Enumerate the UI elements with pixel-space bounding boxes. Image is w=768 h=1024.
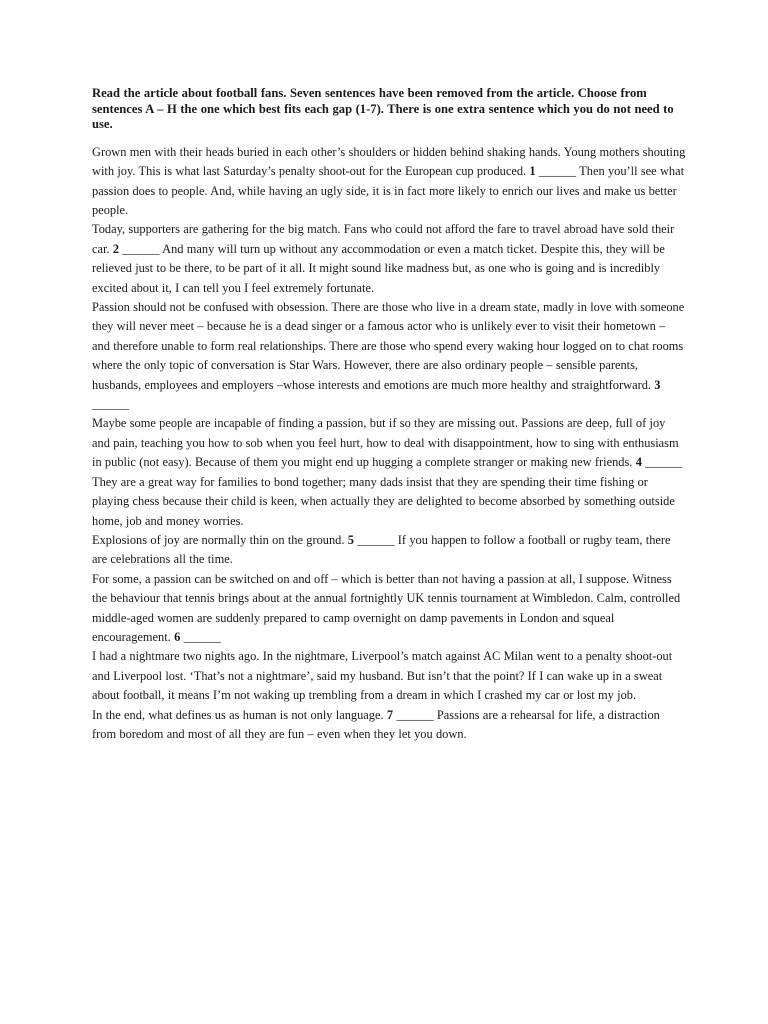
gap-number: 2: [112, 241, 120, 256]
paragraph-text: They are a great way for families to bond together; many dads insist that they are spending their time fishing or playing chess because their child is keen, when actually they are delighted to become absorbed by something outside home, job and money worries.: [92, 474, 675, 528]
paragraph-text: Today, supporters are gathering for the big match. Fans who could not afford the fare to travel abroad have sold their car.: [92, 222, 675, 256]
gap-number: 3: [654, 377, 661, 392]
article-paragraph: [92, 706, 686, 745]
gap-blank: ______: [535, 164, 577, 179]
article-paragraph: [92, 143, 686, 221]
paragraph-text: And many will turn up without any accommodation or even a match ticket. Despite this, they will be relieved just to be there, to be part of it all. It might sound like madness but, as one who is going and is incredibly excited about it, I can tell you I feel extremely fortunate.: [92, 241, 665, 295]
article-paragraph: [92, 220, 686, 298]
article-paragraph: [92, 414, 686, 530]
document-content: [92, 86, 686, 744]
gap-number: 1: [529, 164, 536, 179]
gap-number: 4: [635, 455, 642, 470]
gap-number: 7: [386, 707, 394, 722]
paragraph-text: For some, a passion can be switched on and off – which is better than not having a passion at all, I suppose. Witness the behaviour that tennis brings about at the annual fortnightly UK tennis tournament at Wimbledon. Calm, controlled middle-aged women are suddenly prepared to camp overnight on damp pavements in London and squeal encouragement.: [92, 571, 681, 644]
paragraph-text: Passion should not be confused with obsession. There are those who live in a dream state, madly in love with someone they will never meet – because he is a dead singer or a famous actor who is unlikely ever to visit their hometown – and therefore unable to form real relationships. There are those who spend every waking hour logged on to chat rooms where the only topic of conversation is Star Wars. However, there are also ordinary people – sensible parents, husbands, employees and employers –whose interests and emotions are much more healthy and straightforward.: [92, 300, 685, 392]
article-paragraph: [92, 647, 686, 705]
gap-number: 6: [174, 629, 181, 644]
paragraph-text: Passions are a rehearsal for life, a distraction from boredom and most of all they are fun – even when they let you down.: [92, 707, 660, 741]
instructions-heading: Read the article about football fans. Seven sentences have been removed from the article. Choose from sentences A – H the one which best fits each gap (1-7). There is one extra sentence which you do not need to use.: [92, 86, 674, 132]
paragraph-text: Then you’ll see what passion does to people. And, while having an ugly side, it is in fact more likely to enrich our lives and make us better people.: [92, 164, 685, 217]
paragraph-text: In the end, what defines us as human is not only language.: [92, 707, 387, 722]
gap-blank: ______: [353, 532, 395, 547]
article-paragraph: [92, 298, 686, 414]
gap-blank: ______: [119, 241, 160, 256]
gap-blank: ______: [92, 397, 130, 412]
paragraph-text: Maybe some people are incapable of finding a passion, but if so they are missing out. Passions are deep, full of joy and pain, teaching you how to sob when you feel hurt, how to deal with disappointment, how to sing with enthusiasm in public (not easy). Because of them you might end up hugging a complete stranger or making new friends.: [92, 416, 679, 470]
gap-blank: ______: [641, 455, 683, 470]
article-paragraph: [92, 531, 686, 570]
paragraph-text: Explosions of joy are normally thin on the ground.: [92, 532, 348, 547]
gap-blank: ______: [180, 629, 221, 644]
paragraph-text: I had a nightmare two nights ago. In the nightmare, Liverpool’s match against AC Milan went to a penalty shoot-out and Liverpool lost. ‘That’s not a nightmare’, said my husband. But isn’t that the point? If I can wake up in a sweat about football, it means I’m not waking up trembling from a dream in which I crashed my car or lost my job.: [92, 649, 673, 703]
paragraph-text: Grown men with their heads buried in each other’s shoulders or hidden behind shaking hands. Young mothers shouting with joy. This is what last Saturday’s penalty shoot-out for the European cup produced.: [92, 144, 686, 179]
gap-blank: ______: [393, 707, 434, 722]
article-paragraph: [92, 570, 686, 648]
paragraph-text: If you happen to follow a football or rugby team, there are celebrations all the time.: [92, 532, 671, 567]
gap-number: 5: [347, 532, 354, 547]
